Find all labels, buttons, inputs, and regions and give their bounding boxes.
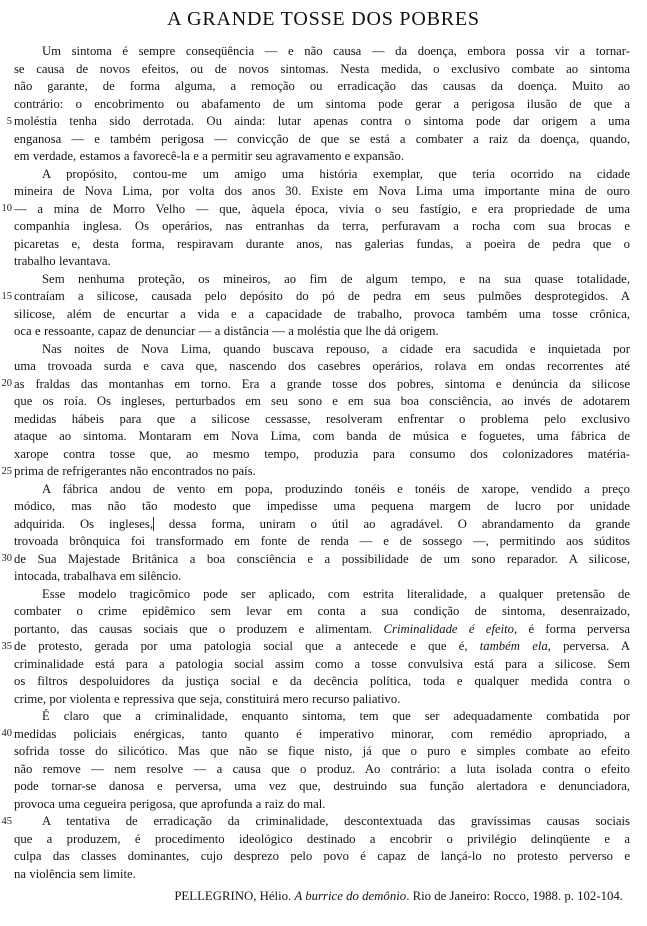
- plain-text: de protesto, gerada por uma patologia social que a antecede e que é,: [14, 639, 480, 653]
- text-line: [14, 866, 630, 884]
- plain-text: A propósito, contou-me um amigo uma história exemplar, que teria ocorrido na cidade: [42, 166, 630, 181]
- text-line: [1, 288, 630, 306]
- plain-text: Sem nenhuma proteção, os mineiros, ao fim de algum tempo, e na sua quase totalidade,: [42, 271, 630, 286]
- plain-text: em verdade, estamos a favorecê-la e a permitir seu agravamento e expansão.: [14, 149, 405, 163]
- text-line: [14, 428, 630, 446]
- text-line: [14, 778, 630, 796]
- text-line: [14, 183, 630, 201]
- citation: [0, 888, 623, 905]
- text-line: [14, 516, 630, 534]
- plain-text: dessa forma, uniram o útil ao agradável. O abrandamento da grande: [154, 516, 630, 531]
- plain-text: — a mina de Morro Velho — que, àquela época, vivia o seu fastígio, e era propriedade de uma: [14, 201, 630, 216]
- text-line: [14, 848, 630, 866]
- text-line: [14, 446, 630, 464]
- plain-text: que a produzem, é procedimento ideológico destinado a encobrir o privilégio delinqüente e a: [14, 831, 630, 846]
- plain-text: trabalho levantava.: [14, 254, 111, 268]
- line-number: 40: [1, 728, 12, 739]
- text-line: [14, 656, 630, 674]
- text-line: [1, 551, 630, 569]
- line-number: 45: [1, 815, 12, 827]
- text-line: [14, 411, 630, 429]
- plain-text: , perversa. A: [547, 639, 630, 653]
- text-line: [14, 743, 630, 761]
- plain-text: na violência sem limite.: [14, 866, 136, 881]
- text-line: [1, 201, 630, 219]
- text-line: [14, 61, 630, 79]
- text-line: [14, 831, 630, 849]
- text-line: [14, 673, 630, 691]
- text-line: [14, 271, 630, 289]
- plain-text: sofrida tosse do silicótico. Mas que não se fique nisto, já que o puro e simples combate ao efeito: [14, 744, 630, 758]
- text-line: [14, 148, 630, 166]
- text-line: [14, 166, 630, 184]
- text-line: [14, 568, 630, 586]
- text-line: [14, 218, 630, 236]
- line-number: 20: [1, 378, 12, 389]
- text-line: [14, 603, 630, 621]
- text-line: [14, 621, 630, 639]
- text-line: [14, 341, 630, 359]
- plain-text: de Sua Majestade Britânica a boa consciência e a possibilidade de um sono reparador. A silicose,: [14, 551, 630, 566]
- plain-text: A tentativa de erradicação da criminalidade, descontextuada das gravíssimas causas sociais: [42, 814, 630, 828]
- text-line: [14, 131, 630, 149]
- plain-text: . Rio de Janeiro: Rocco, 1988. p. 102-104.: [406, 889, 623, 903]
- document-title: A GRANDE TOSSE DOS POBRES: [167, 8, 480, 30]
- italic-text: Criminalidade é efeito: [383, 621, 514, 636]
- plain-text: intocada, trabalhava em silêncio.: [14, 569, 182, 583]
- plain-text: contraíam a silicose, causada pelo depósito do pó de pedra em seus pulmões desprotegidos. A: [14, 289, 630, 303]
- text-line: [14, 253, 630, 271]
- text-line: [1, 638, 630, 656]
- line-number: 35: [1, 640, 12, 652]
- plain-text: Nas noites de Nova Lima, quando buscava repouso, a cidade era sacudida e inquietada por: [42, 341, 630, 356]
- plain-text: picaretas e, desta forma, respiravam durante anos, nas galerias fundas, a poeira de pedra que o: [14, 236, 630, 251]
- plain-text: módico, mas não tão modesto que impedisse uma pequena margem de lucro por unidade: [14, 499, 630, 513]
- line-number: 25: [1, 465, 12, 477]
- text-line: [1, 726, 630, 744]
- text-line: [14, 761, 630, 779]
- line-number: 30: [1, 553, 12, 564]
- plain-text: Um sintoma é sempre conseqüência — e não causa — da doença, embora possa vir a tornar-: [42, 44, 630, 58]
- plain-text: uma trovoada surda e cava que, nascendo dos casebres operários, rolava em ondas recorrentes até: [14, 359, 630, 373]
- text-line: [1, 376, 630, 394]
- plain-text: os filtros despoluidores da justiça social e da decência política, toda e qualquer medida contra o: [14, 674, 630, 688]
- text-line: [14, 323, 630, 341]
- plain-text: as fraldas das montanhas em torno. Era a grande tosse dos pobres, sintoma e denúncia da silicose: [14, 376, 630, 391]
- plain-text: enganosa — e também perigosa — convicção de que se está a combater a raiz da doença, quando,: [14, 131, 630, 146]
- text-line: [14, 236, 630, 254]
- plain-text: PELLEGRINO, Hélio.: [174, 889, 295, 903]
- plain-text: oca e ressoante, capaz de denunciar — a distância — a moléstia que lhe dá origem.: [14, 324, 439, 338]
- text-line: [14, 306, 630, 324]
- plain-text: criminalidade está para a patologia social assim como a tosse convulsiva está para a silicose. Sem: [14, 656, 630, 671]
- plain-text: xarope contra tosse que, ao mesmo tempo, produzia para consumo dos colonizadores matéria-: [14, 446, 630, 461]
- italic-text: também ela: [479, 639, 548, 653]
- text-line: [6, 113, 630, 131]
- text-line: [14, 358, 630, 376]
- plain-text: provoca uma cegueira perigosa, que aprofunda a raiz do mal.: [14, 796, 326, 811]
- line-number: 15: [1, 290, 12, 302]
- plain-text: prima de refrigerantes não encontrados no país.: [14, 464, 256, 478]
- text-line: [14, 691, 630, 709]
- plain-text: adquirida. Os ingleses,: [14, 516, 154, 531]
- text-line: [14, 708, 630, 726]
- plain-text: silicose, além de encurtar a vida e a capacidade de trabalho, provoca também uma tosse crônica,: [14, 306, 630, 321]
- plain-text: mineira de Nova Lima, por volta dos anos 30. Existe em Nova Lima uma importante mina de ouro: [14, 184, 630, 198]
- plain-text: não garante, de forma alguma, a remoção ou erradicação das causas da doença. Muito ao: [14, 79, 630, 93]
- text-line: [14, 78, 630, 96]
- line-number: 10: [1, 203, 12, 214]
- plain-text: combater o crime epidêmico sem levar em conta a sua condição de sintoma, desenraizado,: [14, 604, 630, 618]
- text-line: [14, 796, 630, 814]
- plain-text: crime, por violenta e repressiva que seja, constituirá mero recurso paliativo.: [14, 691, 401, 706]
- plain-text: , é forma perversa: [514, 621, 630, 636]
- text-line: [14, 498, 630, 516]
- text-body: [1, 43, 630, 883]
- text-line: [14, 481, 630, 499]
- line-number: 5: [6, 115, 12, 127]
- plain-text: ataque ao sintoma. Montaram em Nova Lima, com banda de música e foguetes, uma fábrica de: [14, 429, 630, 443]
- text-line: [14, 96, 630, 114]
- plain-text: medidas policiais enérgicas, tanto quanto é imperativo minorar, com remédio apropriado, a: [14, 726, 630, 741]
- plain-text: Esse modelo tragicômico pode ser aplicado, com estrita literalidade, a qualquer pretensão de: [42, 586, 630, 601]
- text-line: [14, 586, 630, 604]
- plain-text: pode tornar-se danosa e perversa, uma vez que, destruindo sua função alertadora e denunciadora,: [14, 779, 630, 793]
- plain-text: É claro que a criminalidade, enquanto sintoma, tem que ser adequadamente combatida por: [42, 709, 630, 723]
- plain-text: medidas hábeis para que a silicose cessasse, resolveram enfrentar o problema pelo exclusivo: [14, 411, 630, 426]
- plain-text: contrário: o encobrimento ou abafamento de um sintoma pode gerar a perigosa ilusão de que a: [14, 96, 630, 111]
- plain-text: culpa das classes dominantes, cujo desprezo pelo povo é capaz de lançá-lo no protesto perverso e: [14, 849, 630, 863]
- plain-text: se causa de novos efeitos, ou de novos sintomas. Nesta medida, o exclusivo combate ao sintoma: [14, 61, 630, 76]
- plain-text: trovoada brônquica foi transformado em fonte de renda — e de sossego —, permitindo aos súditos: [14, 534, 630, 548]
- plain-text: A fábrica andou de vento em popa, produzindo tonéis e tonéis de xarope, vendido a preço: [42, 481, 630, 496]
- plain-text: moléstia tenha sido derrotada. Ou ainda: lutar apenas contra o sintoma pode dar origem a uma: [14, 114, 630, 128]
- italic-text: A burrice do demônio: [294, 889, 407, 903]
- plain-text: não remove — nem resolve — a causa que o produz. Ao contrário: a luta isolada contra o efeito: [14, 761, 630, 776]
- plain-text: que os roía. Os ingleses, perturbados em seu sono e em sua boa consciência, ao invés de adotarem: [14, 394, 630, 408]
- text-line: [14, 533, 630, 551]
- text-line: [14, 393, 630, 411]
- text-line: [14, 43, 630, 61]
- plain-text: companhia inglesa. Os operários, nas entranhas da terra, perfuravam a rocha com sua brocas e: [14, 219, 630, 233]
- plain-text: portanto, das causas sociais que o produzem e alimentam.: [14, 621, 384, 636]
- text-line: [1, 463, 630, 481]
- text-line: [1, 813, 630, 831]
